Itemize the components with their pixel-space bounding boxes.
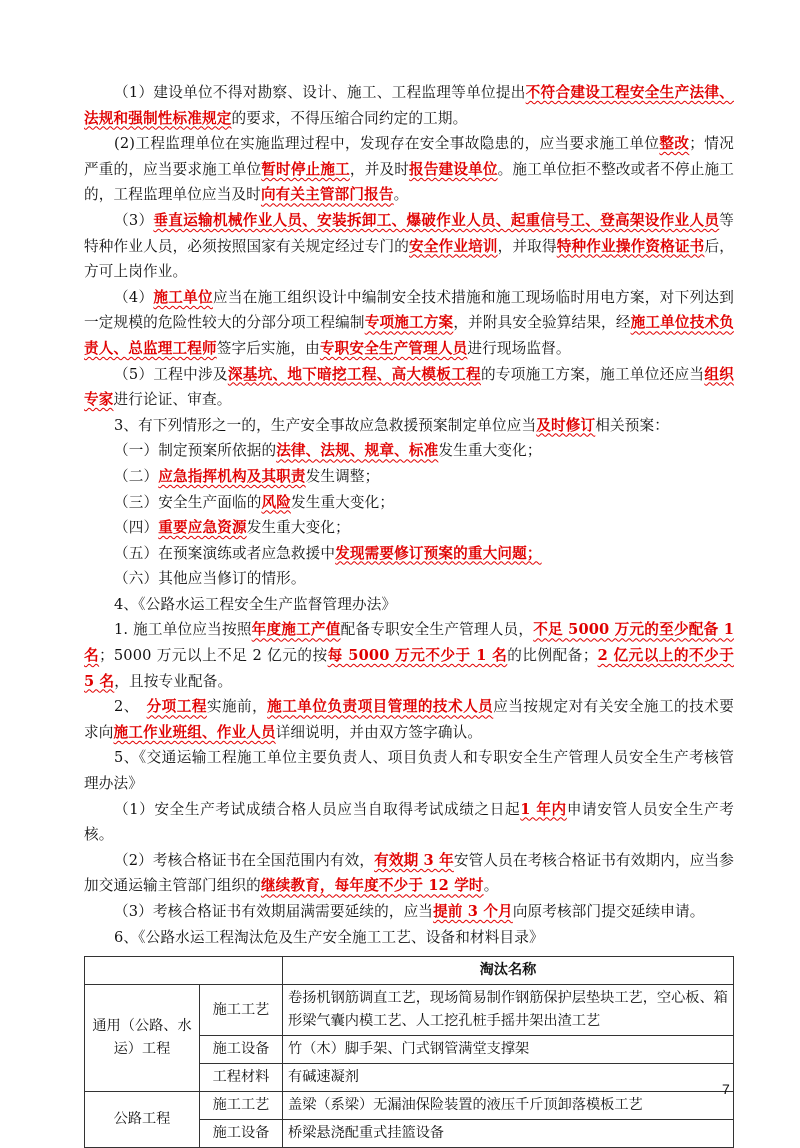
- body-text: 5、《交通运输工程施工单位主要负责人、项目负责人和专职安全生产管理人员安全生产考核管理办法》: [84, 749, 734, 793]
- table-content: 卷扬机钢筋调直工艺，现场简易制作钢筋保护层垫块工艺，空心板、箱形梁气囊内模工艺、人工挖孔桩手摇井架出渣工艺: [283, 985, 734, 1036]
- body-text: 的专项施工方案，施工单位还应当: [480, 365, 705, 383]
- highlighted-text: 应急指挥机构及其职责: [158, 467, 306, 485]
- highlighted-text: 安全作业培训: [409, 237, 498, 255]
- body-text: ，且按专业配备。: [114, 672, 233, 690]
- section-3-heading: [84, 413, 734, 439]
- table-type: 工程材料: [200, 1064, 283, 1092]
- highlighted-text: 垂直运输机械作业人员、安装拆卸工、爆破作业人员、起重信号工、登高架设作业人员: [153, 211, 720, 229]
- body-text: （4）: [114, 288, 154, 306]
- body-text: 发生重大变化；: [438, 442, 542, 460]
- body-text: 2、: [114, 698, 147, 716]
- body-text: 向原考核部门提交延续申请。: [512, 903, 705, 920]
- body-text: 安管人员在考核合格证书有效期内，应当参加交通运输主管部门组织的: [84, 851, 734, 895]
- highlighted-text: 整改: [659, 135, 690, 153]
- body-text: （2）考核合格证书在全国范围内有效，: [114, 851, 375, 869]
- body-text: （二）: [114, 467, 159, 485]
- table-category-highway: 公路工程: [85, 1092, 200, 1148]
- table-row: [85, 985, 734, 1036]
- table-type: 施工工艺: [200, 1092, 283, 1120]
- body-text: 的比例配备；: [507, 647, 598, 665]
- body-text: 详细说明，并由双方签字确认。: [275, 723, 483, 741]
- body-text: （1）建设单位不得对勘察、设计、施工、工程监理等单位提出: [114, 84, 526, 101]
- item-5-clause: [84, 362, 734, 413]
- body-text: 签字后实施，由: [216, 339, 320, 357]
- highlighted-text: 不符合建设工程安全生产法律、法规和强制性标准规定: [84, 84, 734, 127]
- body-text: 发生调整；: [305, 467, 380, 485]
- case-6: [84, 566, 734, 592]
- highlighted-text: 特种作业操作资格证书: [556, 237, 705, 255]
- highlighted-text: 向有关主管部门报告: [260, 186, 394, 204]
- body-text: (2)工程监理单位在实施监理过程中，发现存在安全事故隐患的，应当要求施工单位: [114, 135, 660, 153]
- body-text: 申请安管人员安全生产考核。: [84, 800, 734, 844]
- item-2-clause: [84, 131, 734, 208]
- table-category-general: 通用（公路、水运）工程: [85, 985, 200, 1092]
- highlighted-text: 继续教育，每年度不少于 12 学时: [260, 877, 484, 895]
- table-header-row: [85, 957, 734, 985]
- body-text: （1）安全生产考试成绩合格人员应当自取得考试成绩之日起: [114, 800, 521, 818]
- highlighted-text: 专职安全生产管理人员: [319, 339, 468, 357]
- body-text: （3）考核合格证书有效期届满需要延续的，应当: [114, 903, 434, 920]
- highlighted-text: 不足 5000 万元的至少配备 1 名: [84, 621, 735, 665]
- case-2: [84, 464, 734, 490]
- body-text: 的要求，不得压缩合同约定的工期。: [231, 109, 468, 127]
- table-content: 竹（木）脚手架、门式钢管满堂支撑架: [283, 1036, 734, 1064]
- body-text: 。施工单位拒不整改或者不停止施工的，工程监理单位应当及时: [84, 160, 734, 204]
- highlighted-text: 风险: [261, 493, 291, 511]
- table-header-blank: [85, 957, 283, 985]
- body-text: 应当按规定对有关安全施工的技术要求向: [84, 698, 734, 741]
- body-text: 进行论证、审查。: [113, 391, 232, 409]
- section-5-heading: [84, 745, 734, 796]
- highlighted-text: 组织专家: [84, 365, 734, 409]
- body-text: ；情况严重的，应当要求施工单位: [84, 135, 734, 178]
- table-content: 桥梁悬浇配重式挂篮设备: [283, 1120, 734, 1148]
- highlighted-text: 施工作业班组、作业人员: [113, 723, 276, 741]
- highlighted-text: 分项工程: [146, 698, 207, 716]
- paragraph-list: [84, 80, 734, 950]
- table-content: 盖梁（系梁）无漏油保险装置的液压千斤顶卸落模板工艺: [283, 1092, 734, 1120]
- highlighted-text: 报告建设单位: [409, 160, 498, 178]
- highlighted-text: 及时修订: [536, 416, 596, 434]
- table-row: [85, 1092, 734, 1120]
- body-text: （三）安全生产面临的: [114, 493, 262, 511]
- rule-4-1: [84, 617, 734, 694]
- table-type: 施工设备: [200, 1120, 283, 1148]
- body-text: （一）制定预案所依据的: [114, 442, 277, 460]
- highlighted-text: 法律、法规、规章、标准: [276, 442, 439, 460]
- body-text: 配备专职安全生产管理人员，: [340, 621, 534, 639]
- body-text: ，并附具安全验算结果，经: [453, 314, 631, 332]
- rule-5-1: [84, 797, 734, 848]
- body-text: ，并取得: [497, 237, 557, 255]
- eliminated-items-table: [84, 956, 734, 1148]
- section-4-heading: [84, 592, 734, 618]
- body-text: （六）其他应当修订的情形。: [114, 570, 306, 588]
- body-text: 进行现场监督。: [467, 339, 571, 357]
- highlighted-text: 深基坑、地下暗挖工程、高大模板工程: [227, 365, 481, 383]
- rule-4-2: [84, 694, 734, 745]
- table-header-name: 淘汰名称: [283, 957, 734, 985]
- highlighted-text: 2 亿元以上的不少于 5 名: [84, 647, 734, 690]
- highlighted-text: 有效期 3 年: [374, 851, 454, 869]
- table-type: 施工工艺: [200, 985, 283, 1036]
- highlighted-text: 施工单位: [153, 288, 213, 306]
- body-text: 后，方可上岗作业。: [84, 237, 734, 281]
- body-text: 4、《公路水运工程安全生产监督管理办法》: [114, 595, 397, 613]
- item-1-clause: [84, 80, 734, 131]
- body-text: 1. 施工单位应当按照: [114, 621, 252, 639]
- body-text: 6、《公路水运工程淘汰危及生产安全施工工艺、设备和材料目录》: [114, 928, 544, 946]
- highlighted-text: 年度施工产值: [251, 621, 341, 639]
- highlighted-text: 发现需要修订预案的重大问题；: [335, 544, 542, 562]
- body-text: （3）: [114, 211, 154, 229]
- highlighted-text: 施工单位负责项目管理的技术人员: [267, 698, 494, 716]
- case-1: [84, 438, 734, 464]
- highlighted-text: 每 5000 万元不少于 1 名: [327, 647, 508, 665]
- body-text: 。: [393, 186, 409, 204]
- rule-5-2: [84, 848, 734, 899]
- highlighted-text: 专项施工方案: [364, 314, 454, 332]
- table-content: 有碱速凝剂: [283, 1064, 734, 1092]
- body-text: 发生重大变化；: [290, 493, 395, 511]
- body-text: （五）在预案演练或者应急救援中: [114, 544, 336, 562]
- highlighted-text: 重要应急资源: [158, 519, 247, 537]
- body-text: ，并及时: [349, 160, 410, 178]
- case-3: [84, 490, 734, 516]
- body-text: 3、有下列情形之一的，生产安全事故应急救援预案制定单位应当: [114, 416, 537, 434]
- body-text: 实施前，: [206, 698, 268, 716]
- section-6-heading: [84, 925, 734, 951]
- body-text: （四）: [114, 519, 159, 537]
- item-4-clause: [84, 285, 734, 362]
- table-type: 施工设备: [200, 1036, 283, 1064]
- page-number: 7: [722, 1081, 730, 1097]
- highlighted-text: 1 年内: [520, 800, 567, 818]
- body-text: 应当在施工组织设计中编制安全技术措施和施工现场临时用电方案，对下列达到一定规模的危险性较大的分部分项工程编制: [84, 288, 734, 332]
- rule-5-3: [84, 899, 734, 925]
- body-text: 发生重大变化；: [246, 519, 350, 537]
- case-4: [84, 515, 734, 541]
- highlighted-text: 提前 3 个月: [433, 903, 513, 920]
- body-text: 。: [483, 877, 499, 895]
- case-5: [84, 541, 734, 567]
- body-text: （5）工程中涉及: [114, 365, 228, 383]
- highlighted-text: 暂时停止施工: [261, 160, 350, 178]
- document-body: [84, 80, 734, 1148]
- body-text: 等特种作业人员，必须按照国家有关规定经过专门的: [84, 211, 734, 255]
- highlighted-text: 施工单位技术负责人、总监理工程师: [84, 314, 734, 357]
- body-text: 相关预案：: [595, 416, 669, 434]
- item-3-clause: [84, 208, 734, 285]
- body-text: ；5000 万元以上不足 2 亿元的按: [99, 647, 328, 665]
